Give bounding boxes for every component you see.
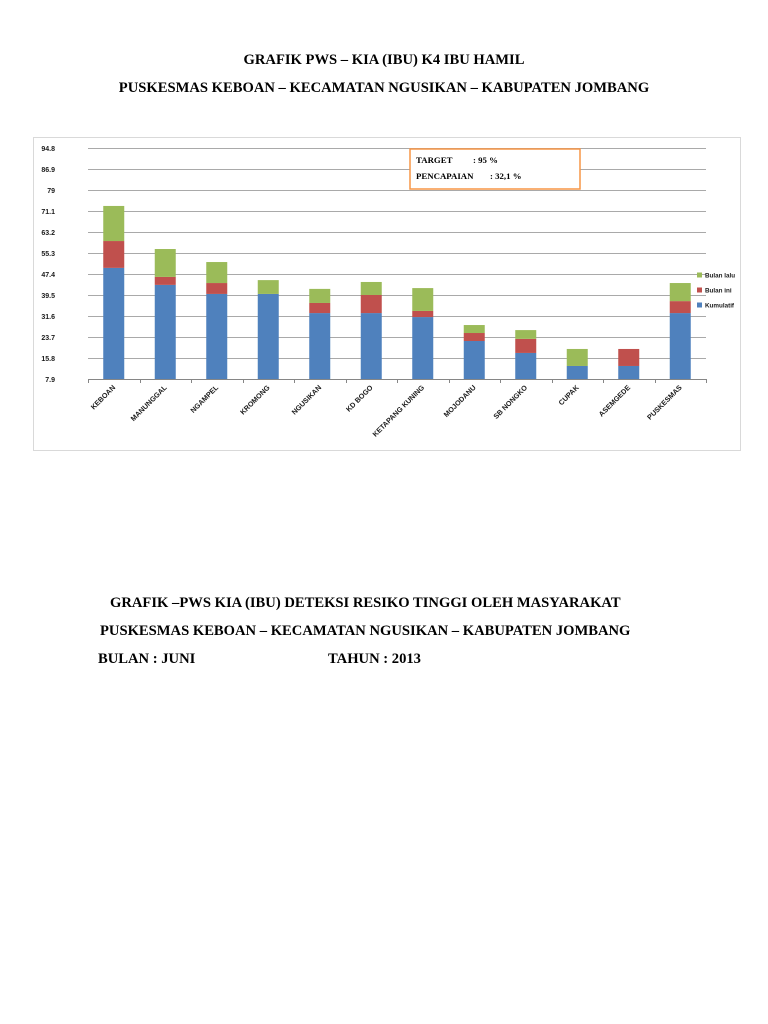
y-tick-label: 31.6: [41, 314, 55, 321]
target-value: : 95 %: [473, 155, 498, 165]
y-tick-label: 7.9: [45, 377, 55, 384]
y-tick-label: 39.5: [41, 293, 55, 300]
bar-bulan-ini-sb-nongko: [515, 339, 536, 353]
y-tick-label: 63.2: [41, 230, 55, 237]
bar-kumulatif-keboan: [103, 268, 124, 379]
x-tick-label: NGAMPEL: [188, 383, 221, 415]
x-tick-label: KEBOAN: [88, 383, 118, 412]
x-tick-label: MANUNGGAL: [128, 383, 169, 424]
bar-bulan-ini-mojodanu: [464, 333, 485, 341]
bar-kumulatif-kromong: [258, 294, 279, 379]
x-tick-label: ASEMGEDE: [596, 383, 633, 419]
chart-canvas: [33, 137, 741, 451]
bar-bulan-ini-manunggal: [155, 277, 176, 285]
bar-bulan-ini-keboan: [103, 241, 124, 268]
section2-title: GRAFIK –PWS KIA (IBU) DETEKSI RESIKO TINGGI OLEH MASYARAKAT: [110, 595, 621, 611]
bar-kumulatif-ngusikan: [309, 313, 330, 379]
bar-kumulatif-kd-bogo: [361, 313, 382, 379]
achievement-value: : 32,1 %: [490, 171, 522, 181]
legend-swatch-bulan-ini: [697, 288, 702, 293]
bar-bulan-lalu-mojodanu: [464, 325, 485, 333]
bar-bulan-ini-ketapang-kuning: [412, 311, 433, 317]
bar-bulan-lalu-puskesmas: [670, 283, 691, 301]
stacked-bar-chart: [33, 137, 741, 451]
legend-swatch-bulan-lalu: [697, 273, 702, 278]
month-label: BULAN : JUNI: [98, 651, 196, 667]
x-tick-label: CUPAK: [556, 383, 581, 408]
legend-swatch-kumulatif: [697, 303, 702, 308]
y-tick-label: 94.8: [41, 146, 55, 153]
x-tick-label: NGUSIKAN: [289, 383, 324, 417]
bar-bulan-lalu-ngusikan: [309, 289, 330, 303]
chart-border: [34, 138, 741, 451]
section2-subtitle: PUSKESMAS KEBOAN – KECAMATAN NGUSIKAN – KABUPATEN JOMBANG: [100, 623, 631, 639]
legend-label: Kumulatif: [705, 302, 735, 310]
y-tick-label: 15.8: [41, 356, 55, 363]
bar-bulan-lalu-manunggal: [155, 249, 176, 277]
bar-bulan-ini-asemgede: [618, 349, 639, 366]
x-tick-label: KETAPANG KUNING: [370, 383, 427, 439]
y-tick-label: 79: [47, 188, 55, 195]
bar-kumulatif-puskesmas: [670, 313, 691, 379]
y-tick-label: 86.9: [41, 167, 55, 174]
target-label: TARGET: [416, 155, 453, 165]
bar-bulan-lalu-ketapang-kuning: [412, 288, 433, 311]
bar-bulan-ini-kd-bogo: [361, 295, 382, 313]
bar-bulan-lalu-ngampel: [206, 262, 227, 283]
bar-bulan-lalu-sb-nongko: [515, 330, 536, 339]
bar-kumulatif-asemgede: [618, 366, 639, 379]
chart-title: GRAFIK PWS – KIA (IBU) K4 IBU HAMIL: [243, 52, 525, 68]
bar-kumulatif-sb-nongko: [515, 353, 536, 379]
legend-label: Bulan ini: [705, 287, 732, 295]
x-tick-label: KROMONG: [238, 383, 272, 417]
y-tick-label: 23.7: [41, 335, 55, 342]
y-tick-label: 71.1: [41, 209, 55, 216]
y-tick-label: 55.3: [41, 251, 55, 258]
x-tick-label: MOJODANU: [441, 383, 478, 420]
bar-kumulatif-manunggal: [155, 285, 176, 379]
bar-kumulatif-cupak: [567, 366, 588, 379]
chart-subtitle: PUSKESMAS KEBOAN – KECAMATAN NGUSIKAN – KABUPATEN JOMBANG: [118, 80, 650, 96]
target-annotation-box: [410, 149, 580, 189]
legend-label: Bulan lalu: [705, 272, 736, 280]
bar-kumulatif-ketapang-kuning: [412, 317, 433, 379]
bar-bulan-lalu-kd-bogo: [361, 282, 382, 295]
bar-bulan-ini-ngusikan: [309, 303, 330, 313]
bar-kumulatif-ngampel: [206, 294, 227, 379]
bar-bulan-lalu-cupak: [567, 349, 588, 366]
bar-bulan-lalu-keboan: [103, 206, 124, 241]
x-tick-label: PUSKESMAS: [645, 383, 684, 422]
bar-bulan-ini-puskesmas: [670, 301, 691, 313]
y-tick-label: 47.4: [41, 272, 55, 279]
bar-bulan-ini-ngampel: [206, 283, 227, 294]
achievement-label: PENCAPAIAN: [416, 171, 474, 181]
year-label: TAHUN : 2013: [328, 651, 421, 667]
bar-kumulatif-mojodanu: [464, 341, 485, 379]
x-tick-label: SB NONGKO: [491, 383, 530, 421]
bar-bulan-lalu-kromong: [258, 280, 279, 294]
x-tick-label: KD BOGO: [344, 383, 375, 414]
